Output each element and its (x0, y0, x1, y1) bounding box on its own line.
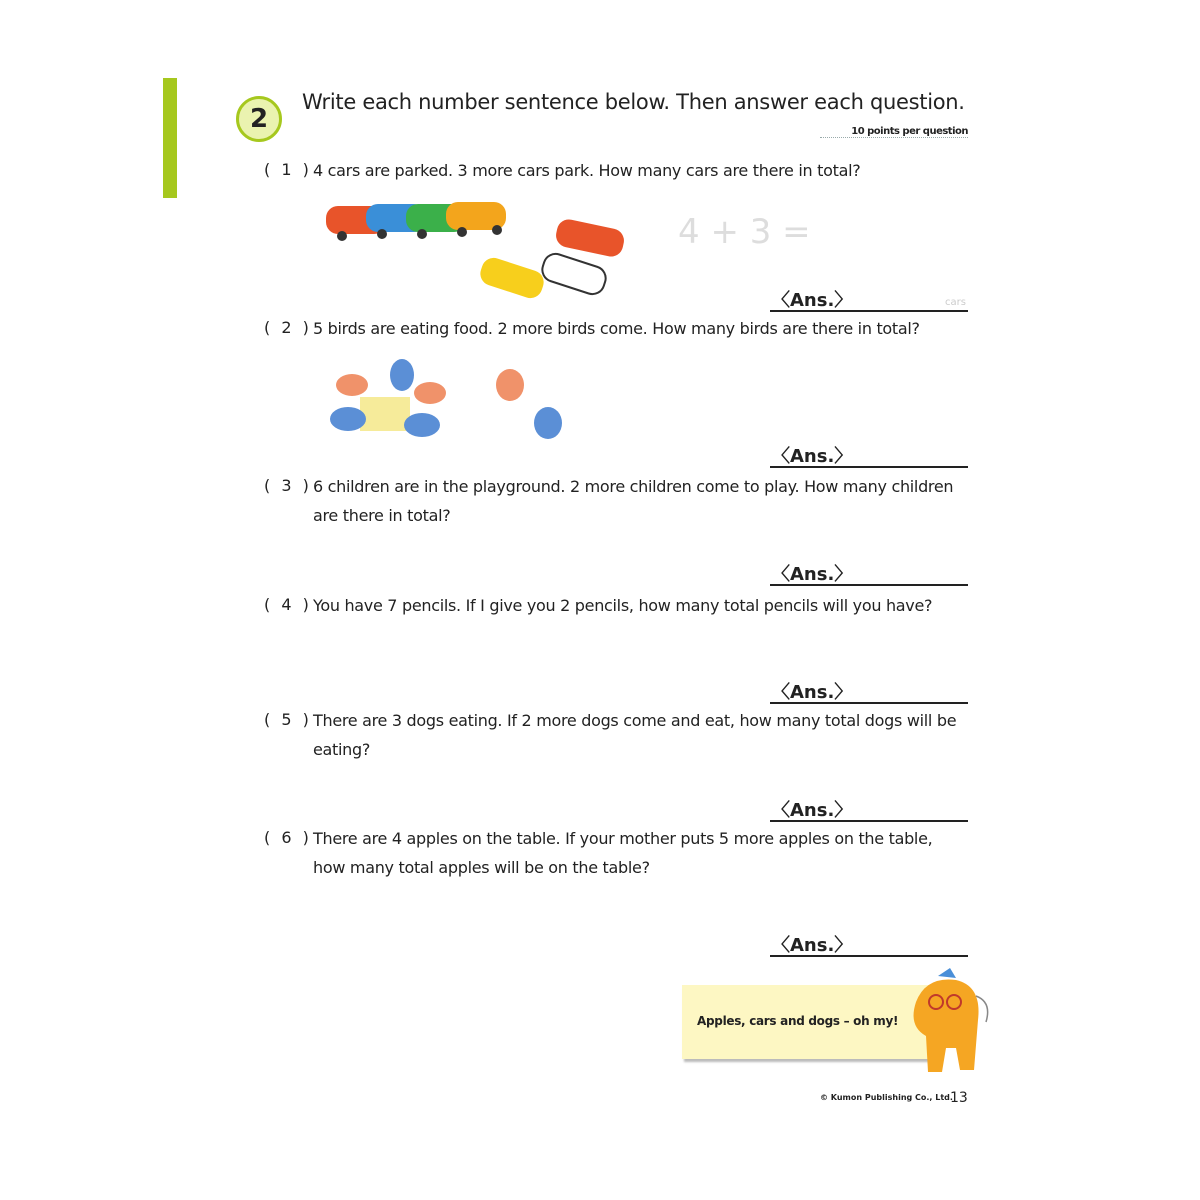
section-number-badge: 2 (236, 96, 282, 142)
question-number: ( 3 ) (264, 476, 312, 495)
question-number: ( 5 ) (264, 710, 312, 729)
birds-illustration (322, 355, 582, 447)
mascot-character-icon (898, 962, 998, 1076)
example-number-sentence: 4 + 3 = (678, 212, 811, 252)
question-number: ( 1 ) (264, 160, 312, 179)
section-accent-bar (163, 78, 177, 198)
answer-label: 〈Ans.〉 (772, 446, 853, 467)
copyright-notice: © Kumon Publishing Co., Ltd. (820, 1093, 953, 1102)
answer-label: 〈Ans.〉 (772, 564, 853, 585)
question-text: 4 cars are parked. 3 more cars park. How many cars are there in total? (313, 161, 861, 180)
answer-label: 〈Ans.〉 (772, 800, 853, 821)
question-text: You have 7 pencils. If I give you 2 pencils, how many total pencils will you have? (313, 596, 933, 615)
answer-label: 〈Ans.〉 (772, 935, 853, 956)
answer-line-2[interactable] (770, 442, 968, 468)
question-number: ( 6 ) (264, 828, 312, 847)
question-number: ( 4 ) (264, 595, 312, 614)
answer-line-1[interactable] (770, 286, 968, 312)
hint-text: Apples, cars and dogs – oh my! (697, 1014, 899, 1028)
question-text: 6 children are in the playground. 2 more children come to play. How many children are there in total? (313, 477, 954, 525)
points-note: 10 points per question (820, 126, 968, 138)
parked-cars (326, 202, 506, 241)
answer-label: 〈Ans.〉 (772, 682, 853, 703)
instructions-title: Write each number sentence below. Then answer each question. (302, 90, 965, 114)
question-text: 5 birds are eating food. 2 more birds come. How many birds are there in total? (313, 319, 920, 338)
answer-unit-hint: cars (945, 297, 966, 308)
question-text: There are 3 dogs eating. If 2 more dogs come and eat, how many total dogs will be eating? (313, 711, 957, 759)
question-number: ( 2 ) (264, 318, 312, 337)
answer-line-6[interactable] (770, 931, 968, 957)
question-text: There are 4 apples on the table. If your mother puts 5 more apples on the table, how many total apples will be on the table? (313, 829, 933, 877)
page-number: 13 (950, 1090, 968, 1106)
cars-illustration (322, 192, 632, 310)
answer-line-5[interactable] (770, 796, 968, 822)
answer-line-3[interactable] (770, 560, 968, 586)
answer-label: 〈Ans.〉 (772, 290, 853, 311)
answer-line-4[interactable] (770, 678, 968, 704)
